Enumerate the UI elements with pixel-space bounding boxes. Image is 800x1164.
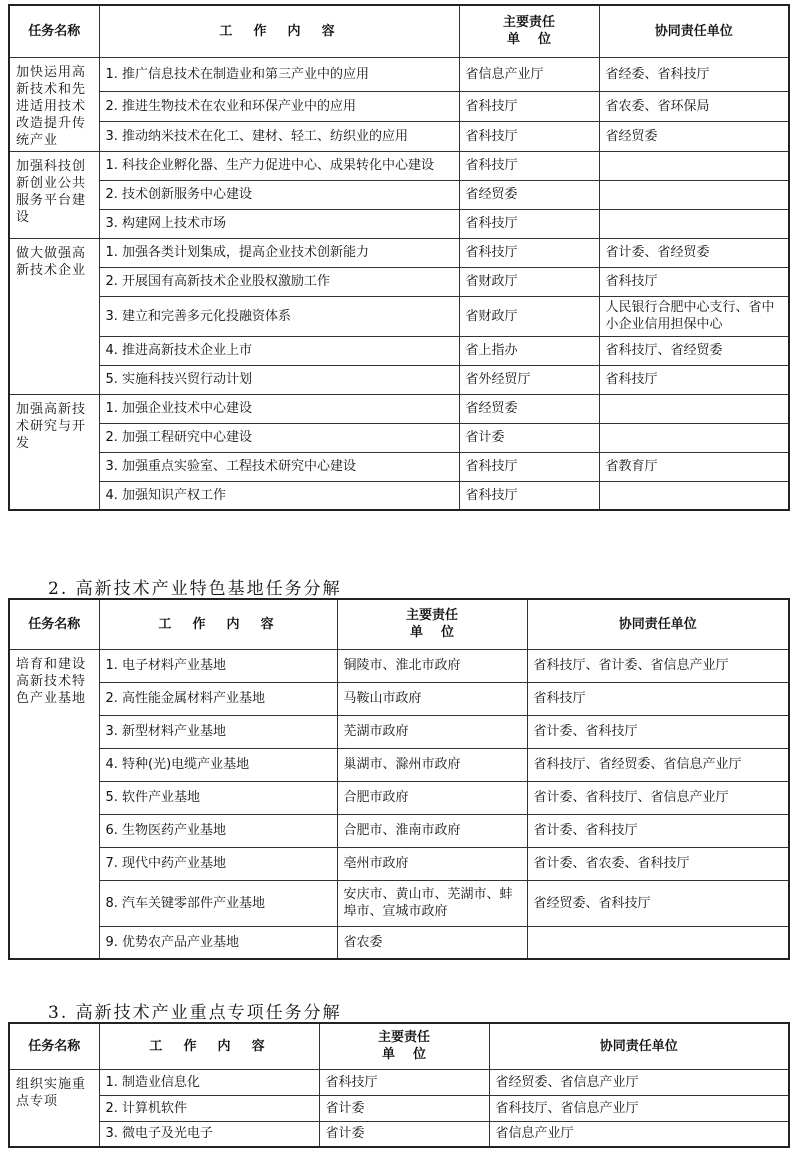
table-row	[9, 748, 789, 781]
table-row	[9, 880, 789, 926]
task-name-cell: 组织实施重点专项	[9, 1069, 99, 1147]
work-content-cell: 3. 微电子及光电子	[99, 1121, 319, 1147]
task-name-cell: 培育和建设高新技术特色产业基地	[9, 649, 99, 959]
header-work-content: 工 作 内 容	[99, 599, 337, 649]
task-name-cell: 加强科技创新创业公共服务平台建设	[9, 151, 99, 238]
cooperating-units-cell	[599, 481, 789, 510]
table-row	[9, 209, 789, 238]
cooperating-units-cell: 省科技厅、省信息产业厅	[489, 1095, 789, 1121]
main-responsible-cell: 省上指办	[459, 336, 599, 365]
work-content-cell: 9. 优势农产品产业基地	[99, 926, 337, 959]
work-content-cell: 2. 计算机软件	[99, 1095, 319, 1121]
main-responsible-cell: 省财政厅	[459, 267, 599, 296]
cooperating-units-cell: 省计委、省科技厅	[527, 814, 789, 847]
cooperating-units-cell: 省计委、省经贸委	[599, 238, 789, 267]
task-table-3	[8, 1022, 790, 1148]
main-responsible-cell: 铜陵市、淮北市政府	[337, 649, 527, 682]
table-row	[9, 1095, 789, 1121]
work-content-cell: 2. 开展国有高新技术企业股权激励工作	[99, 267, 459, 296]
task-table-2	[8, 598, 790, 960]
table-row	[9, 781, 789, 814]
main-responsible-cell: 省信息产业厅	[459, 57, 599, 92]
header-cooperating-units: 协同责任单位	[599, 5, 789, 57]
table-row	[9, 1121, 789, 1147]
table-row	[9, 481, 789, 510]
main-responsible-cell: 芜湖市政府	[337, 715, 527, 748]
work-content-cell: 1. 加强企业技术中心建设	[99, 394, 459, 423]
main-responsible-cell: 省科技厅	[459, 452, 599, 481]
table-row	[9, 296, 789, 336]
work-content-cell: 3. 构建网上技术市场	[99, 209, 459, 238]
work-content-cell: 4. 特种(光)电缆产业基地	[99, 748, 337, 781]
header-main-responsible-line2: 单 位	[409, 625, 455, 641]
table-header-row	[9, 5, 789, 57]
cooperating-units-cell: 省计委、省科技厅、省信息产业厅	[527, 781, 789, 814]
main-responsible-cell: 亳州市政府	[337, 847, 527, 880]
table-row	[9, 336, 789, 365]
table-header-row	[9, 599, 789, 649]
cooperating-units-cell: 省经委、省科技厅	[599, 57, 789, 92]
work-content-cell: 5. 软件产业基地	[99, 781, 337, 814]
main-responsible-cell: 省财政厅	[459, 296, 599, 336]
work-content-cell: 6. 生物医药产业基地	[99, 814, 337, 847]
table-row	[9, 267, 789, 296]
table-row	[9, 649, 789, 682]
work-content-cell: 3. 推动纳米技术在化工、建材、轻工、纺织业的应用	[99, 121, 459, 151]
cooperating-units-cell: 省科技厅、省经贸委、省信息产业厅	[527, 748, 789, 781]
cooperating-units-cell	[527, 926, 789, 959]
main-responsible-cell: 省科技厅	[459, 151, 599, 180]
task-name-cell: 做大做强高新技术企业	[9, 238, 99, 394]
table-row	[9, 682, 789, 715]
work-content-cell: 7. 现代中药产业基地	[99, 847, 337, 880]
task-name-cell: 加快运用高新技术和先进适用技术改造提升传统产业	[9, 57, 99, 151]
cooperating-units-cell: 省科技厅	[599, 365, 789, 394]
main-responsible-cell: 马鞍山市政府	[337, 682, 527, 715]
work-content-cell: 1. 电子材料产业基地	[99, 649, 337, 682]
cooperating-units-cell: 省经贸委	[599, 121, 789, 151]
cooperating-units-cell: 省教育厅	[599, 452, 789, 481]
work-content-cell: 8. 汽车关键零部件产业基地	[99, 880, 337, 926]
main-responsible-cell: 省科技厅	[459, 209, 599, 238]
cooperating-units-cell: 省科技厅、省经贸委	[599, 336, 789, 365]
work-content-cell: 2. 加强工程研究中心建设	[99, 423, 459, 452]
main-responsible-cell: 合肥市、淮南市政府	[337, 814, 527, 847]
main-responsible-cell: 省经贸委	[459, 180, 599, 209]
work-content-cell: 2. 高性能金属材料产业基地	[99, 682, 337, 715]
task-name-cell: 加强高新技术研究与开发	[9, 394, 99, 510]
main-responsible-cell: 省科技厅	[459, 92, 599, 122]
table-row	[9, 423, 789, 452]
header-main-responsible-line1: 主要责任	[377, 1030, 430, 1046]
section-3-title: 3. 高新技术产业重点专项任务分解	[48, 1003, 342, 1023]
cooperating-units-cell: 省经贸委、省信息产业厅	[489, 1069, 789, 1095]
work-content-cell: 1. 科技企业孵化器、生产力促进中心、成果转化中心建设	[99, 151, 459, 180]
header-cooperating-units: 协同责任单位	[489, 1023, 789, 1069]
work-content-cell: 1. 制造业信息化	[99, 1069, 319, 1095]
work-content-cell: 3. 加强重点实验室、工程技术研究中心建设	[99, 452, 459, 481]
table-row	[9, 238, 789, 267]
cooperating-units-cell	[599, 209, 789, 238]
header-main-responsible-line1: 主要责任	[502, 15, 555, 31]
main-responsible-cell: 省科技厅	[459, 238, 599, 267]
main-responsible-cell: 省计委	[319, 1121, 489, 1147]
table-row	[9, 180, 789, 209]
main-responsible-cell: 省农委	[337, 926, 527, 959]
cooperating-units-cell: 省经贸委、省科技厅	[527, 880, 789, 926]
table-row	[9, 92, 789, 122]
cooperating-units-cell: 省科技厅、省计委、省信息产业厅	[527, 649, 789, 682]
header-main-responsible-line1: 主要责任	[405, 608, 458, 624]
work-content-cell: 1. 推广信息技术在制造业和第三产业中的应用	[99, 57, 459, 92]
table-row	[9, 452, 789, 481]
cooperating-units-cell	[599, 180, 789, 209]
cooperating-units-cell: 省科技厅	[527, 682, 789, 715]
header-work-content: 工 作 内 容	[99, 5, 459, 57]
header-work-content: 工 作 内 容	[99, 1023, 319, 1069]
header-main-responsible	[337, 599, 527, 649]
cooperating-units-cell: 省农委、省环保局	[599, 92, 789, 122]
cooperating-units-cell	[599, 423, 789, 452]
work-content-cell: 1. 加强各类计划集成，提高企业技术创新能力	[99, 238, 459, 267]
table-row	[9, 1069, 789, 1095]
main-responsible-cell: 省科技厅	[319, 1069, 489, 1095]
header-cooperating-units: 协同责任单位	[527, 599, 789, 649]
work-content-cell: 4. 推进高新技术企业上市	[99, 336, 459, 365]
work-content-cell: 2. 推进生物技术在农业和环保产业中的应用	[99, 92, 459, 122]
header-main-responsible	[319, 1023, 489, 1069]
section-2-title: 2. 高新技术产业特色基地任务分解	[48, 579, 342, 599]
main-responsible-cell: 省外经贸厅	[459, 365, 599, 394]
main-responsible-cell: 省计委	[319, 1095, 489, 1121]
table-row	[9, 121, 789, 151]
table-row	[9, 926, 789, 959]
header-main-responsible-line2: 单 位	[506, 32, 552, 48]
table-row	[9, 151, 789, 180]
cooperating-units-cell: 人民银行合肥中心支行、省中小企业信用担保中心	[599, 296, 789, 336]
cooperating-units-cell: 省计委、省科技厅	[527, 715, 789, 748]
cooperating-units-cell: 省科技厅	[599, 267, 789, 296]
table-row	[9, 814, 789, 847]
main-responsible-cell: 安庆市、黄山市、芜湖市、蚌埠市、宣城市政府	[337, 880, 527, 926]
work-content-cell: 5. 实施科技兴贸行动计划	[99, 365, 459, 394]
main-responsible-cell: 巢湖市、滁州市政府	[337, 748, 527, 781]
main-responsible-cell: 省计委	[459, 423, 599, 452]
table-row	[9, 365, 789, 394]
main-responsible-cell: 省科技厅	[459, 121, 599, 151]
main-responsible-cell: 省经贸委	[459, 394, 599, 423]
main-responsible-cell: 省科技厅	[459, 481, 599, 510]
task-table-1	[8, 4, 790, 511]
cooperating-units-cell	[599, 151, 789, 180]
cooperating-units-cell: 省计委、省农委、省科技厅	[527, 847, 789, 880]
work-content-cell: 2. 技术创新服务中心建设	[99, 180, 459, 209]
header-task-name: 任务名称	[9, 5, 99, 57]
table-row	[9, 57, 789, 92]
work-content-cell: 4. 加强知识产权工作	[99, 481, 459, 510]
cooperating-units-cell	[599, 394, 789, 423]
header-task-name: 任务名称	[9, 1023, 99, 1069]
table-row	[9, 847, 789, 880]
header-task-name: 任务名称	[9, 599, 99, 649]
work-content-cell: 3. 建立和完善多元化投融资体系	[99, 296, 459, 336]
main-responsible-cell: 合肥市政府	[337, 781, 527, 814]
table-row	[9, 715, 789, 748]
table-header-row	[9, 1023, 789, 1069]
header-main-responsible-line2: 单 位	[381, 1047, 427, 1063]
header-main-responsible	[459, 5, 599, 57]
cooperating-units-cell: 省信息产业厅	[489, 1121, 789, 1147]
table-row	[9, 394, 789, 423]
work-content-cell: 3. 新型材料产业基地	[99, 715, 337, 748]
